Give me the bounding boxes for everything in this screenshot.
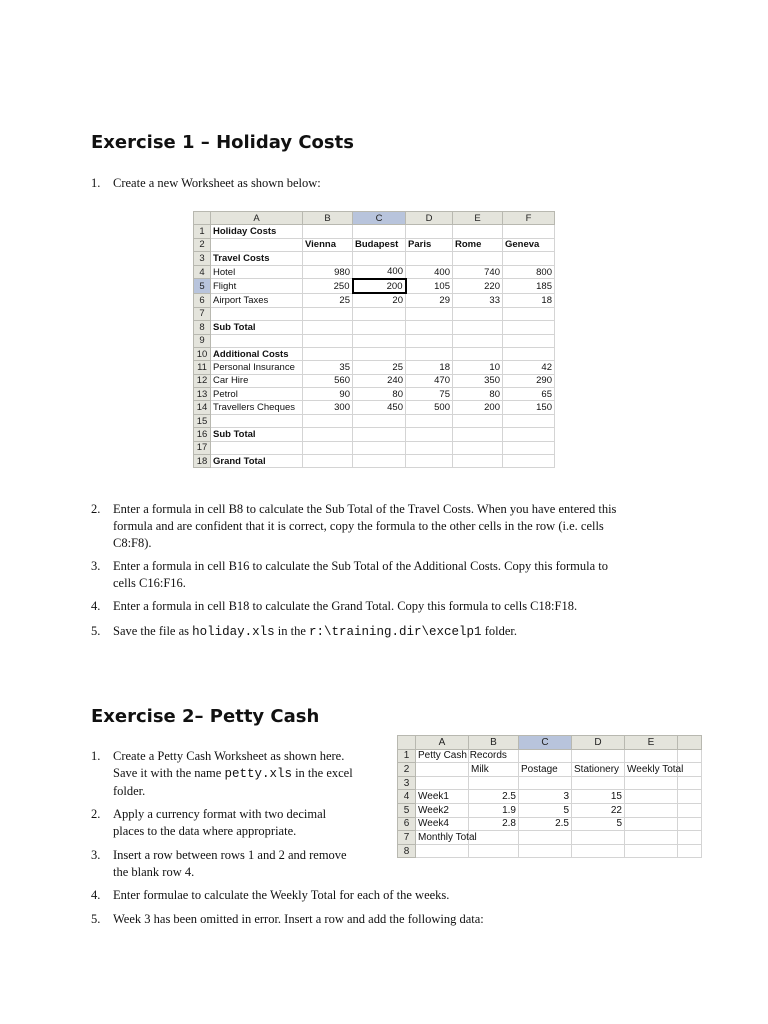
sheet-cell[interactable]: Week4 <box>416 817 469 831</box>
sheet-cell[interactable]: 80 <box>453 388 503 401</box>
sheet-cell[interactable] <box>416 844 469 858</box>
row-header[interactable]: 3 <box>398 776 416 790</box>
sheet-cell[interactable] <box>303 307 353 320</box>
sheet-row <box>194 238 555 251</box>
row-header[interactable]: 16 <box>194 428 211 441</box>
column-header-d[interactable]: D <box>572 736 625 750</box>
sheet-row <box>194 307 555 320</box>
sheet-cell[interactable] <box>625 803 678 817</box>
sheet-cell[interactable]: Milk <box>469 763 519 777</box>
column-header-d[interactable]: D <box>406 212 453 225</box>
ex2-step2-number: 2. <box>91 807 101 821</box>
sheet-cell[interactable] <box>625 776 678 790</box>
petty-filename: petty.xls <box>224 767 292 781</box>
sheet-cell[interactable]: 2.5 <box>469 790 519 804</box>
sheet-cell[interactable]: 105 <box>406 279 453 293</box>
sheet-cell[interactable]: 290 <box>503 374 555 387</box>
sheet-cell[interactable] <box>469 844 519 858</box>
sheet-cell[interactable] <box>469 776 519 790</box>
sheet-cell[interactable] <box>625 749 678 763</box>
sheet-cell[interactable] <box>453 307 503 320</box>
sheet-cell[interactable] <box>678 831 702 845</box>
sheet-cell[interactable]: 3 <box>519 790 572 804</box>
sheet-cell[interactable]: 5 <box>519 803 572 817</box>
sheet-row <box>194 252 555 265</box>
sheet-cell[interactable] <box>678 844 702 858</box>
sheet-cell[interactable]: 25 <box>353 361 406 374</box>
row-header[interactable]: 6 <box>194 293 211 307</box>
sheet-cell[interactable] <box>416 776 469 790</box>
sheet-cell[interactable]: 33 <box>453 293 503 307</box>
sheet-cell[interactable] <box>625 790 678 804</box>
sheet-cell[interactable] <box>453 347 503 360</box>
sheet-cell[interactable]: 185 <box>503 279 555 293</box>
sheet-cell[interactable]: Sub Total <box>211 428 303 441</box>
ex2-step2-text: Apply a currency format with two decimal places to the data where appropriate. <box>113 807 327 838</box>
sheet-cell[interactable] <box>303 347 353 360</box>
sheet-cell[interactable] <box>353 307 406 320</box>
sheet-cell[interactable] <box>503 347 555 360</box>
ex2-step1-text: Create a Petty Cash Worksheet as shown here. Save it with the name petty.xls in the excel folder. <box>113 749 353 798</box>
sheet-cell[interactable] <box>416 763 469 777</box>
sheet-cell[interactable]: Petty Cash Records <box>416 749 469 763</box>
row-header[interactable]: 2 <box>194 238 211 251</box>
sheet-cell[interactable]: 42 <box>503 361 555 374</box>
sheet-cell[interactable] <box>519 749 572 763</box>
sheet-cell[interactable] <box>406 252 453 265</box>
column-header-e[interactable]: E <box>625 736 678 750</box>
ex2-step4-text: Enter formulae to calculate the Weekly Total for each of the weeks. <box>113 888 450 902</box>
sheet-cell[interactable] <box>625 831 678 845</box>
sheet-cell[interactable]: 250 <box>303 279 353 293</box>
sheet-row <box>194 401 555 414</box>
sheet-cell[interactable] <box>572 776 625 790</box>
row-header[interactable]: 10 <box>194 347 211 360</box>
ex2-step3-text: Insert a row between rows 1 and 2 and remove the blank row 4. <box>113 848 347 879</box>
ex1-step5-text: Save the file as holiday.xls in the r:\training.dir\excelp1 folder. <box>113 624 517 639</box>
holiday-costs-spreadsheet <box>193 211 555 468</box>
sheet-cell[interactable]: 5 <box>572 817 625 831</box>
ex2-step5-text: Week 3 has been omitted in error. Insert a row and add the following data: <box>113 912 484 926</box>
sheet-cell[interactable]: 400 <box>406 265 453 279</box>
sheet-cell[interactable] <box>303 334 353 347</box>
column-header-blank[interactable] <box>678 736 702 750</box>
sheet-row <box>398 776 702 790</box>
row-header[interactable]: 14 <box>194 401 211 414</box>
sheet-cell[interactable]: 25 <box>303 293 353 307</box>
sheet-cell[interactable] <box>406 414 453 427</box>
training-folder-path: r:\training.dir\excelp1 <box>309 625 482 639</box>
sheet-cell[interactable] <box>503 334 555 347</box>
sheet-cell[interactable]: Airport Taxes <box>211 293 303 307</box>
row-header[interactable]: 5 <box>398 803 416 817</box>
sheet-cell[interactable] <box>572 844 625 858</box>
sheet-cell[interactable]: Stationery <box>572 763 625 777</box>
sheet-cell[interactable] <box>503 225 555 238</box>
holiday-filename: holiday.xls <box>192 625 275 639</box>
sheet-cell[interactable] <box>303 252 353 265</box>
row-header[interactable]: 7 <box>194 307 211 320</box>
sheet-cell[interactable]: 15 <box>572 790 625 804</box>
column-header-a[interactable]: A <box>416 736 469 750</box>
row-header[interactable]: 1 <box>398 749 416 763</box>
sheet-row <box>398 790 702 804</box>
sheet-cell[interactable]: 240 <box>353 374 406 387</box>
column-header-c[interactable]: C <box>353 212 406 225</box>
ex2-step4-number: 4. <box>91 888 101 902</box>
sheet-cell[interactable]: Sub Total <box>211 321 303 334</box>
ex1-step1-number: 1. <box>91 176 101 190</box>
sheet-cell[interactable] <box>519 844 572 858</box>
ex1-step3-text: Enter a formula in cell B16 to calculate the Sub Total of the Additional Costs. Copy this formula to cells C16:F16. <box>113 559 608 590</box>
sheet-cell[interactable]: Week2 <box>416 803 469 817</box>
sheet-cell[interactable]: 300 <box>303 401 353 414</box>
sheet-row <box>194 455 555 468</box>
sheet-cell[interactable] <box>572 749 625 763</box>
row-header[interactable]: 11 <box>194 361 211 374</box>
sheet-cell[interactable] <box>678 749 702 763</box>
sheet-cell[interactable]: 150 <box>503 401 555 414</box>
sheet-cell[interactable]: Monthly Total <box>416 831 469 845</box>
ex1-step3-number: 3. <box>91 559 101 573</box>
sheet-cell[interactable] <box>211 307 303 320</box>
sheet-cell[interactable] <box>353 252 406 265</box>
row-header[interactable]: 3 <box>194 252 211 265</box>
sheet-row <box>398 749 702 763</box>
sheet-cell[interactable] <box>303 225 353 238</box>
sheet-row <box>194 388 555 401</box>
sheet-cell[interactable] <box>303 428 353 441</box>
sheet-cell[interactable]: 29 <box>406 293 453 307</box>
row-header[interactable]: 8 <box>398 844 416 858</box>
column-header-b[interactable]: B <box>469 736 519 750</box>
column-header-f[interactable]: F <box>503 212 555 225</box>
sheet-cell[interactable] <box>353 414 406 427</box>
sheet-row <box>194 265 555 279</box>
sheet-cell[interactable] <box>678 776 702 790</box>
sheet-cell[interactable]: Car Hire <box>211 374 303 387</box>
sheet-cell[interactable] <box>503 252 555 265</box>
sheet-cell[interactable]: Flight <box>211 279 303 293</box>
ex1-step1-text: Create a new Worksheet as shown below: <box>113 176 321 190</box>
sheet-cell[interactable]: 90 <box>303 388 353 401</box>
sheet-cell[interactable] <box>519 831 572 845</box>
sheet-cell[interactable] <box>503 441 555 454</box>
sheet-cell[interactable]: 400 <box>353 265 406 279</box>
sheet-cell[interactable]: 75 <box>406 388 453 401</box>
sheet-cell[interactable] <box>353 441 406 454</box>
ex2-step1-number: 1. <box>91 749 101 763</box>
sheet-cell[interactable]: Rome <box>453 238 503 251</box>
sheet-cell[interactable] <box>453 441 503 454</box>
sheet-cell[interactable] <box>678 817 702 831</box>
sheet-cell[interactable] <box>503 414 555 427</box>
sheet-cell[interactable]: 740 <box>453 265 503 279</box>
select-all-corner[interactable] <box>194 212 211 225</box>
sheet-cell[interactable]: 220 <box>453 279 503 293</box>
sheet-cell[interactable] <box>211 414 303 427</box>
ex1-step5-number: 5. <box>91 624 101 638</box>
ex1-step2-number: 2. <box>91 502 101 516</box>
sheet-cell[interactable] <box>211 441 303 454</box>
sheet-cell[interactable] <box>503 455 555 468</box>
sheet-cell[interactable]: 2.5 <box>519 817 572 831</box>
sheet-cell[interactable] <box>211 334 303 347</box>
sheet-cell[interactable] <box>406 455 453 468</box>
sheet-cell[interactable]: 80 <box>353 388 406 401</box>
sheet-cell[interactable]: 200 <box>453 401 503 414</box>
sheet-cell[interactable]: 560 <box>303 374 353 387</box>
row-header[interactable]: 9 <box>194 334 211 347</box>
sheet-cell[interactable] <box>406 307 453 320</box>
column-header-row <box>194 212 555 225</box>
sheet-cell[interactable]: 20 <box>353 293 406 307</box>
column-header-b[interactable]: B <box>303 212 353 225</box>
sheet-cell[interactable]: Week1 <box>416 790 469 804</box>
sheet-cell[interactable] <box>303 321 353 334</box>
sheet-cell[interactable] <box>453 428 503 441</box>
sheet-row <box>194 361 555 374</box>
petty-cash-spreadsheet <box>397 735 702 858</box>
column-header-e[interactable]: E <box>453 212 503 225</box>
sheet-cell[interactable] <box>406 321 453 334</box>
row-header[interactable]: 18 <box>194 455 211 468</box>
sheet-cell[interactable] <box>625 817 678 831</box>
sheet-cell[interactable]: 800 <box>503 265 555 279</box>
sheet-row <box>398 817 702 831</box>
sheet-cell[interactable] <box>503 307 555 320</box>
exercise1-heading: Exercise 1 – Holiday Costs <box>91 132 354 153</box>
sheet-cell[interactable] <box>353 334 406 347</box>
sheet-cell[interactable]: 65 <box>503 388 555 401</box>
sheet-cell[interactable] <box>406 428 453 441</box>
sheet-cell[interactable]: Additional Costs <box>211 347 303 360</box>
sheet-cell[interactable]: 10 <box>453 361 503 374</box>
active-cell[interactable]: 200 <box>353 279 406 293</box>
ex1-step4-number: 4. <box>91 599 101 613</box>
sheet-cell[interactable]: 450 <box>353 401 406 414</box>
sheet-row <box>398 803 702 817</box>
sheet-cell[interactable]: 470 <box>406 374 453 387</box>
sheet-cell[interactable] <box>353 321 406 334</box>
row-header[interactable]: 13 <box>194 388 211 401</box>
sheet-cell[interactable]: Vienna <box>303 238 353 251</box>
row-header[interactable]: 7 <box>398 831 416 845</box>
sheet-cell[interactable]: Budapest <box>353 238 406 251</box>
select-all-corner[interactable] <box>398 736 416 750</box>
sheet-cell[interactable]: 1.9 <box>469 803 519 817</box>
sheet-cell[interactable] <box>303 455 353 468</box>
sheet-cell[interactable]: Holiday Costs <box>211 225 303 238</box>
sheet-row <box>398 831 702 845</box>
exercise2-heading: Exercise 2– Petty Cash <box>91 706 320 727</box>
sheet-cell[interactable] <box>453 225 503 238</box>
sheet-cell[interactable] <box>406 225 453 238</box>
sheet-row <box>194 279 555 293</box>
sheet-cell[interactable] <box>453 252 503 265</box>
column-header-row <box>398 736 702 750</box>
sheet-cell[interactable]: Postage <box>519 763 572 777</box>
sheet-cell[interactable] <box>303 441 353 454</box>
sheet-row <box>194 225 555 238</box>
sheet-cell[interactable]: 22 <box>572 803 625 817</box>
sheet-row <box>194 347 555 360</box>
row-header[interactable]: 8 <box>194 321 211 334</box>
sheet-cell[interactable]: 18 <box>503 293 555 307</box>
row-header[interactable]: 2 <box>398 763 416 777</box>
sheet-cell[interactable]: Petrol <box>211 388 303 401</box>
sheet-cell[interactable]: 2.8 <box>469 817 519 831</box>
sheet-cell[interactable]: Personal Insurance <box>211 361 303 374</box>
sheet-row <box>398 763 702 777</box>
sheet-cell[interactable] <box>678 790 702 804</box>
sheet-row <box>398 844 702 858</box>
sheet-cell[interactable] <box>519 776 572 790</box>
sheet-row <box>194 441 555 454</box>
row-header[interactable]: 12 <box>194 374 211 387</box>
sheet-cell[interactable] <box>211 238 303 251</box>
sheet-cell[interactable]: Grand Total <box>211 455 303 468</box>
row-header[interactable]: 6 <box>398 817 416 831</box>
sheet-cell[interactable] <box>353 347 406 360</box>
sheet-row <box>194 334 555 347</box>
sheet-cell[interactable] <box>453 455 503 468</box>
sheet-row <box>194 428 555 441</box>
sheet-cell[interactable] <box>406 334 453 347</box>
row-header[interactable]: 1 <box>194 225 211 238</box>
ex2-step3-number: 3. <box>91 848 101 862</box>
sheet-cell[interactable] <box>453 321 503 334</box>
sheet-cell[interactable] <box>503 321 555 334</box>
row-header[interactable]: 15 <box>194 414 211 427</box>
sheet-cell[interactable] <box>353 225 406 238</box>
sheet-cell[interactable] <box>678 803 702 817</box>
sheet-row <box>194 374 555 387</box>
sheet-cell[interactable]: Geneva <box>503 238 555 251</box>
sheet-cell[interactable]: Paris <box>406 238 453 251</box>
sheet-cell[interactable]: 35 <box>303 361 353 374</box>
sheet-cell[interactable]: Weekly Total <box>625 763 678 777</box>
sheet-cell[interactable]: 18 <box>406 361 453 374</box>
sheet-row <box>194 321 555 334</box>
sheet-cell[interactable] <box>353 428 406 441</box>
ex1-step2-text: Enter a formula in cell B8 to calculate the Sub Total of the Travel Costs. When you have entered this formula and are confident that it is correct, copy the formula to the other cells in the row (i.e. cells C8:F8). <box>113 502 617 550</box>
ex2-step5-number: 5. <box>91 912 101 926</box>
sheet-cell[interactable] <box>503 428 555 441</box>
sheet-cell[interactable] <box>303 414 353 427</box>
row-header[interactable]: 4 <box>194 265 211 279</box>
column-header-a[interactable]: A <box>211 212 303 225</box>
sheet-cell[interactable] <box>453 414 503 427</box>
sheet-cell[interactable] <box>453 334 503 347</box>
sheet-cell[interactable]: Travel Costs <box>211 252 303 265</box>
sheet-cell[interactable]: Travellers Cheques <box>211 401 303 414</box>
sheet-cell[interactable] <box>625 844 678 858</box>
row-header[interactable]: 5 <box>194 279 211 293</box>
sheet-cell[interactable] <box>353 455 406 468</box>
sheet-row <box>194 414 555 427</box>
sheet-cell[interactable]: 350 <box>453 374 503 387</box>
sheet-cell[interactable] <box>406 441 453 454</box>
row-header[interactable]: 4 <box>398 790 416 804</box>
sheet-cell[interactable] <box>406 347 453 360</box>
sheet-cell[interactable]: 980 <box>303 265 353 279</box>
column-header-c[interactable]: C <box>519 736 572 750</box>
sheet-cell[interactable] <box>572 831 625 845</box>
ex1-step4-text: Enter a formula in cell B18 to calculate the Grand Total. Copy this formula to cells C18:F18. <box>113 599 578 613</box>
sheet-cell[interactable]: Hotel <box>211 265 303 279</box>
sheet-cell[interactable]: 500 <box>406 401 453 414</box>
sheet-row <box>194 293 555 307</box>
row-header[interactable]: 17 <box>194 441 211 454</box>
